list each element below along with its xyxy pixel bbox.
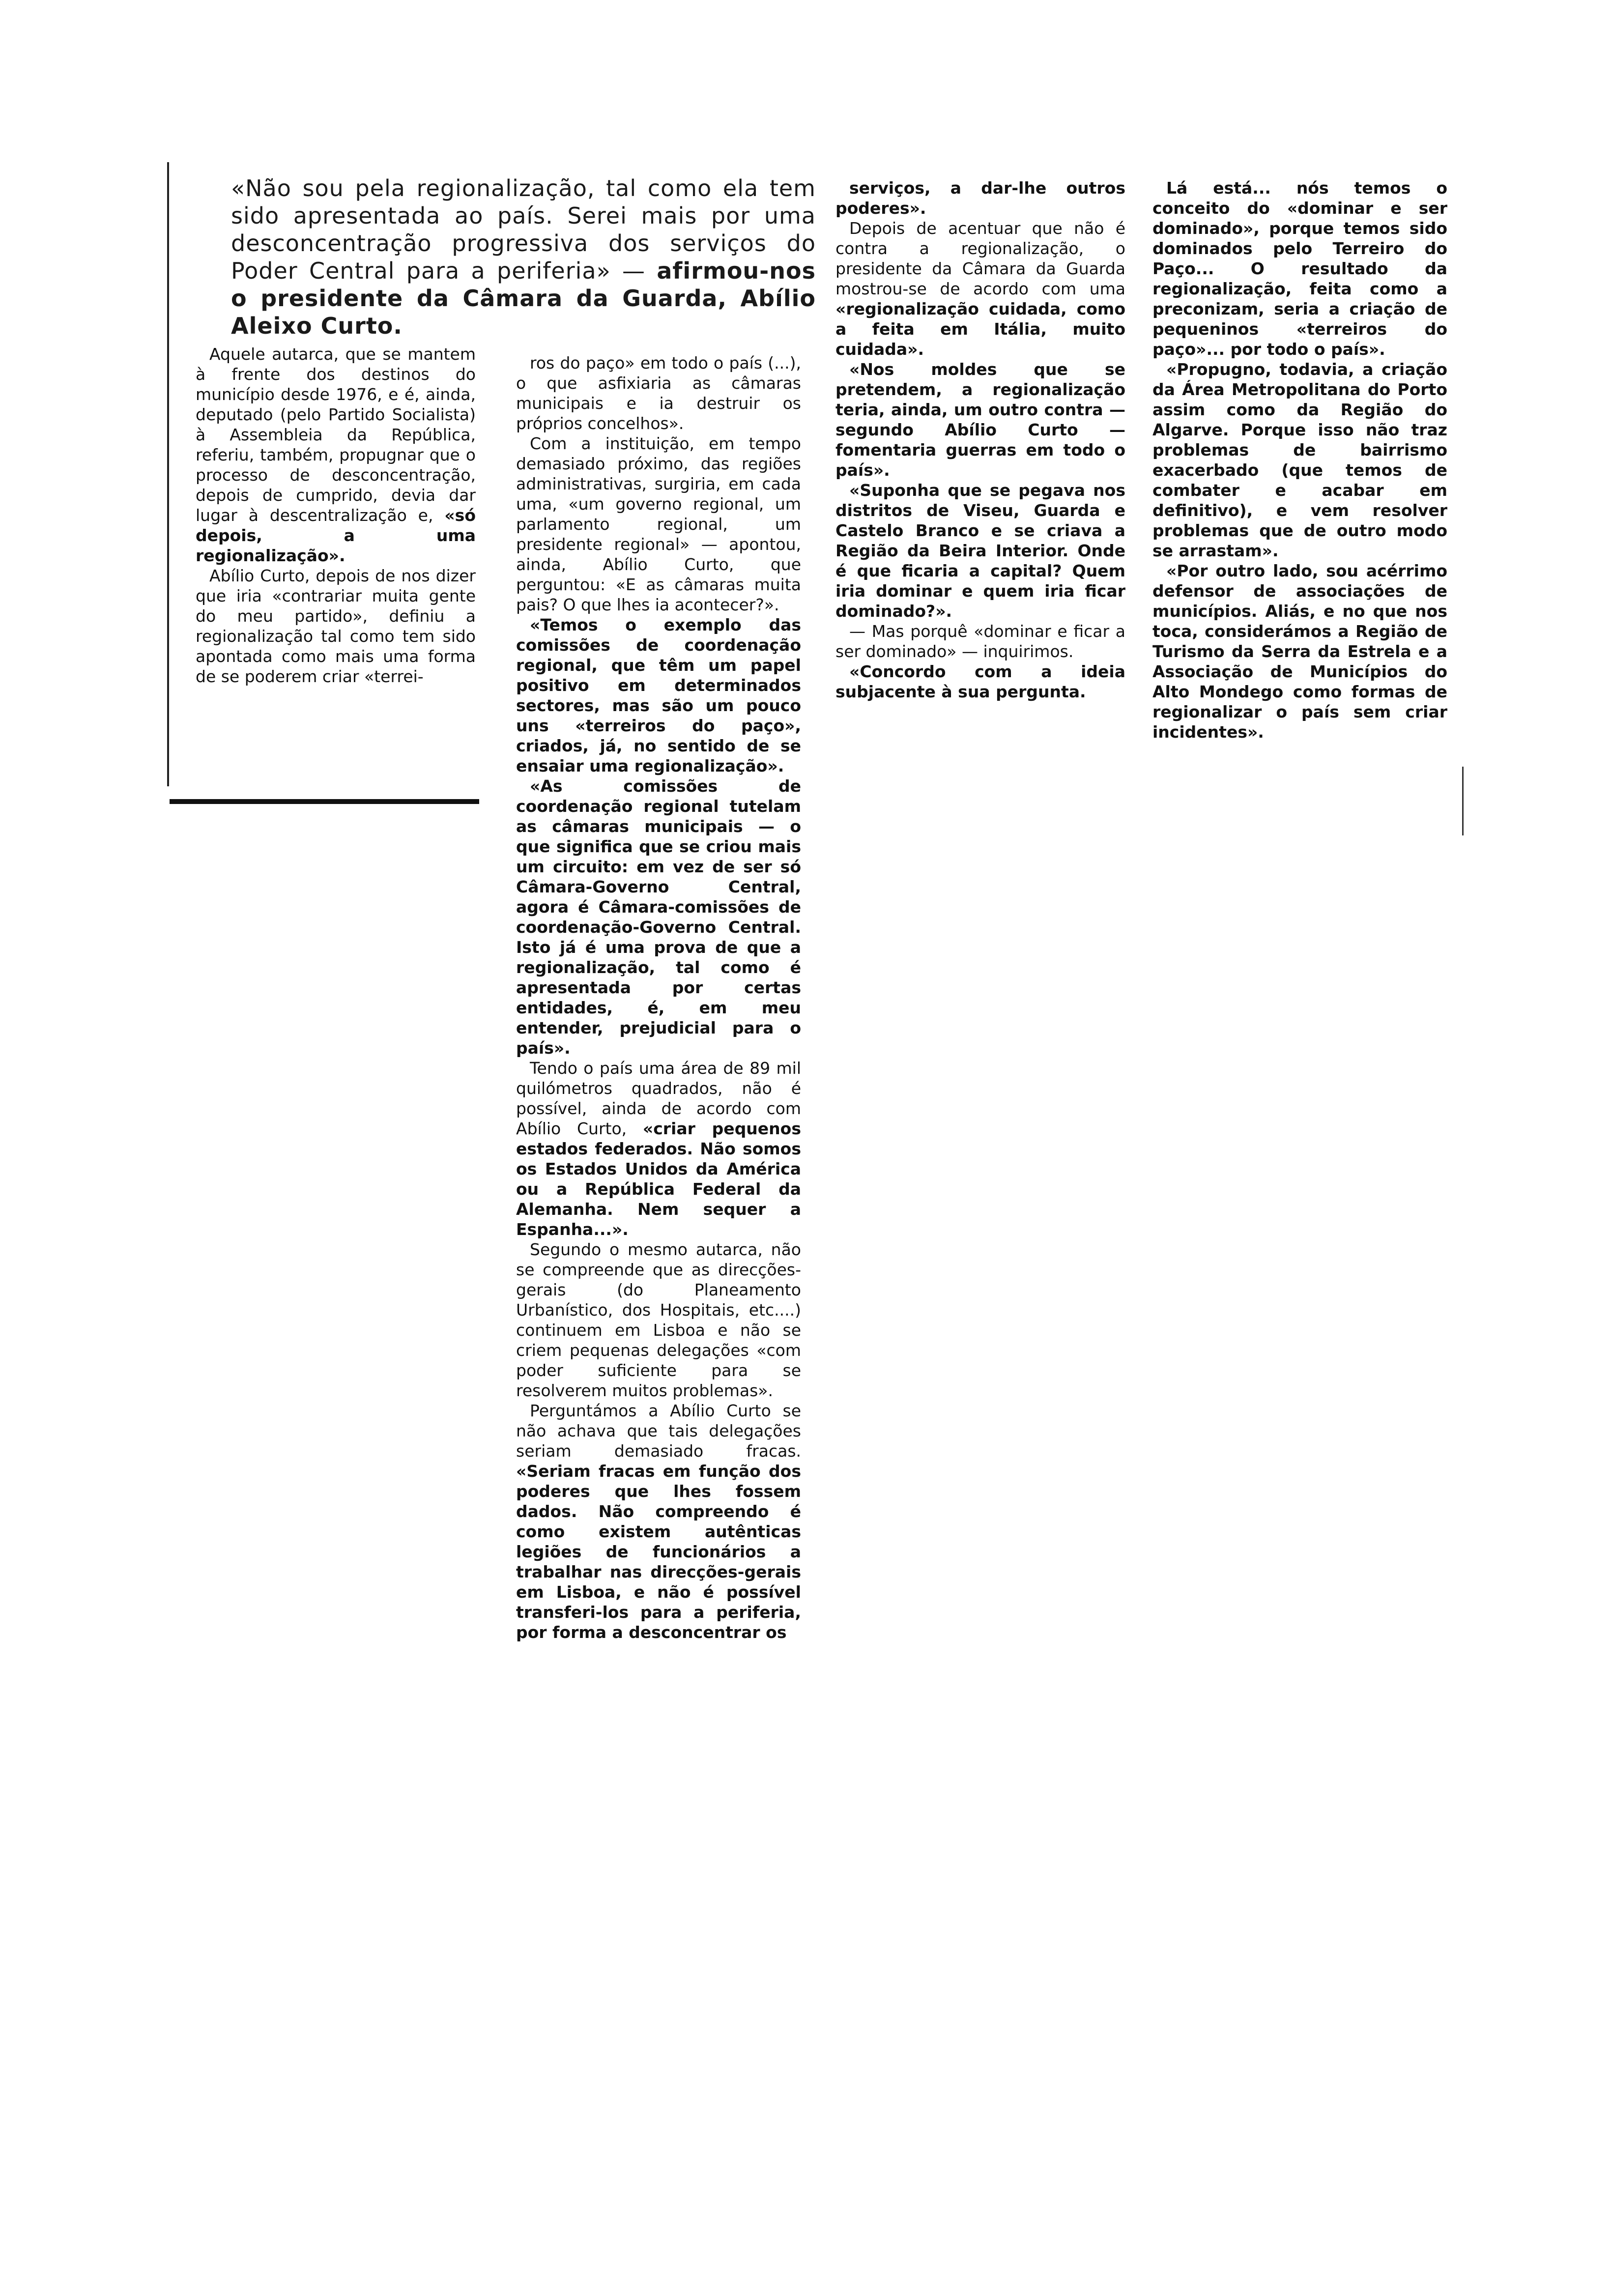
paragraph-text: «Temos o exemplo das comissões de coordenação regional, que têm um papel positivo em determinados sectores, mas são um pouco uns «terreiros do paço», criados, já, no sentido de se ensaiar uma regionalização». xyxy=(516,615,801,775)
article-paragraph xyxy=(835,661,1125,702)
article-column-4 xyxy=(1152,178,1447,742)
article-paragraph xyxy=(1152,178,1447,359)
paragraph-text: Segundo o mesmo autarca, não se compreende que as direcções-gerais (do Planeamento Urbanístico, dos Hospitais, etc....) continuem em Lisboa e não se criem pequenas delegações «com poder suficiente para se resolverem muitos problemas». xyxy=(516,1240,801,1400)
paragraph-text: «Nos moldes que se pretendem, a regionalização teria, ainda, um outro contra — segundo Abílio Curto — fomentaria guerras em todo o país». xyxy=(835,360,1125,480)
article-paragraph xyxy=(1152,359,1447,561)
paragraph-text: «Por outro lado, sou acérrimo defensor de associações de municípios. Aliás, e no que nos toca, considerámos a Região de Turismo da Serra da Estrela e a Associação de Municípios do Alto Mondego como formas de regionalizar o país sem criar incidentes». xyxy=(1152,561,1447,742)
article-paragraph xyxy=(196,566,476,687)
paragraph-text: serviços, a dar-lhe outros poderes». xyxy=(835,178,1125,218)
article-paragraph xyxy=(835,359,1125,480)
article-column-1 xyxy=(196,344,476,687)
article-paragraph xyxy=(196,344,476,566)
paragraph-text: «Suponha que se pegava nos distritos de Viseu, Guarda e Castelo Branco e se criava a Região da Beira Interior. Onde é que ficaria a capital? Quem iria dominar e quem iria ficar dominado?». xyxy=(835,481,1125,621)
paragraph-text: Lá está... nós temos o conceito do «dominar e ser dominado», porque temos sido dominados pelo Terreiro do Paço... O resultado da regionalização, feita como a preconizam, seria a criação de pequeninos «terreiros do paço»... por todo o país». xyxy=(1152,178,1447,359)
article-paragraph xyxy=(516,1058,801,1239)
clipping-left-border xyxy=(167,162,169,786)
paragraph-text: «As comissões de coordenação regional tutelam as câmaras municipais — o que significa que se criou mais um circuito: em vez de ser só Câmara-Governo Central, agora é Câmara-comissões de coordenação-Governo Central. Isto já é uma prova de que a regionalização, tal como é apresentada por certas entidades, é, em meu entender, prejudicial para o país». xyxy=(516,776,801,1058)
paragraph-bold-text: «regionalização cuidada, como a feita em Itália, muito cuidada». xyxy=(835,299,1125,359)
paragraph-text: «Concordo com a ideia subjacente à sua pergunta. xyxy=(835,662,1125,701)
article-column-2 xyxy=(516,353,801,1642)
paragraph-text: ros do paço» em todo o país (...), o que asfixiaria as câmaras municipais e ia destruir os próprios concelhos». xyxy=(516,353,801,433)
headline-attribution: afirmou-nos o presidente da Câmara da Guarda, Abílio Aleixo Curto. xyxy=(231,258,816,339)
article-paragraph xyxy=(516,433,801,615)
clipping-bottom-border xyxy=(170,799,479,804)
article-paragraph xyxy=(835,218,1125,359)
headline-quote: «Não sou pela regionalização, tal como ela tem sido apresentada ao país. Serei mais por uma desconcentração progressiva dos serviços do Poder Central para a periferia» — xyxy=(231,175,816,284)
paragraph-text: Com a instituição, em tempo demasiado próximo, das regiões administrativas, surgiria, em cada uma, «um governo regional, um parlamento regional, um presidente regional» — apontou, ainda, Abílio Curto, que perguntou: «E as câmaras muita pais? O que lhes ia acontecer?». xyxy=(516,434,801,614)
paragraph-text: — Mas porquê «dominar e ficar a ser dominado» — inquirimos. xyxy=(835,622,1125,661)
paragraph-bold-text: «Seriam fracas em função dos poderes que lhes fossem dados. Não compreendo é como existem autênticas legiões de funcionários a trabalhar nas direcções-gerais em Lisboa, e não é possível transferi-los para a periferia, por forma a desconcentrar os xyxy=(516,1462,801,1642)
article-paragraph xyxy=(835,480,1125,621)
paragraph-text: Tendo o país uma área de 89 mil quilómetros quadrados, não é possível, ainda de acordo com Abílio Curto, xyxy=(516,1059,801,1138)
article-paragraph xyxy=(835,178,1125,218)
article-column-3 xyxy=(835,178,1125,702)
article-headline xyxy=(231,174,816,340)
paragraph-bold-text: «só depois, a uma regionalização». xyxy=(196,506,476,565)
paragraph-bold-text: «criar pequenos estados federados. Não somos os Estados Unidos da América ou a República Federal da Alemanha. Nem sequer a Espanha...». xyxy=(516,1119,801,1239)
article-paragraph xyxy=(835,621,1125,661)
article-paragraph xyxy=(516,615,801,776)
article-paragraph xyxy=(1152,561,1447,742)
paragraph-text: «Propugno, todavia, a criação da Área Metropolitana do Porto assim como da Região do Algarve. Porque isso não traz problemas de bairrismo exacerbado (que temos de combater e acabar em definitivo), e vem resolver problemas que de outro modo se arrastam». xyxy=(1152,360,1447,560)
paragraph-text: Depois de acentuar que não é contra a regionalização, o presidente da Câmara da Guarda mostrou-se de acordo com uma xyxy=(835,219,1125,298)
paragraph-text: Abílio Curto, depois de nos dizer que iria «contrariar muita gente do meu partido», definiu a regionalização tal como tem sido apontada como mais uma forma de se poderem criar «terrei- xyxy=(196,566,476,686)
clipping-right-mark xyxy=(1462,767,1464,835)
article-paragraph xyxy=(516,1401,801,1642)
article-paragraph xyxy=(516,353,801,433)
article-paragraph xyxy=(516,776,801,1058)
article-paragraph xyxy=(516,1239,801,1401)
paragraph-text: Perguntámos a Abílio Curto se não achava que tais delegações seriam demasiado fracas. xyxy=(516,1401,801,1461)
paragraph-text: Aquele autarca, que se mantem à frente dos destinos do município desde 1976, e é, ainda, deputado (pelo Partido Socialista) à Assembleia da República, referiu, também, propugnar que o processo de desconcentração, depois de cumprido, devia dar lugar à descentralização e, xyxy=(196,344,476,525)
